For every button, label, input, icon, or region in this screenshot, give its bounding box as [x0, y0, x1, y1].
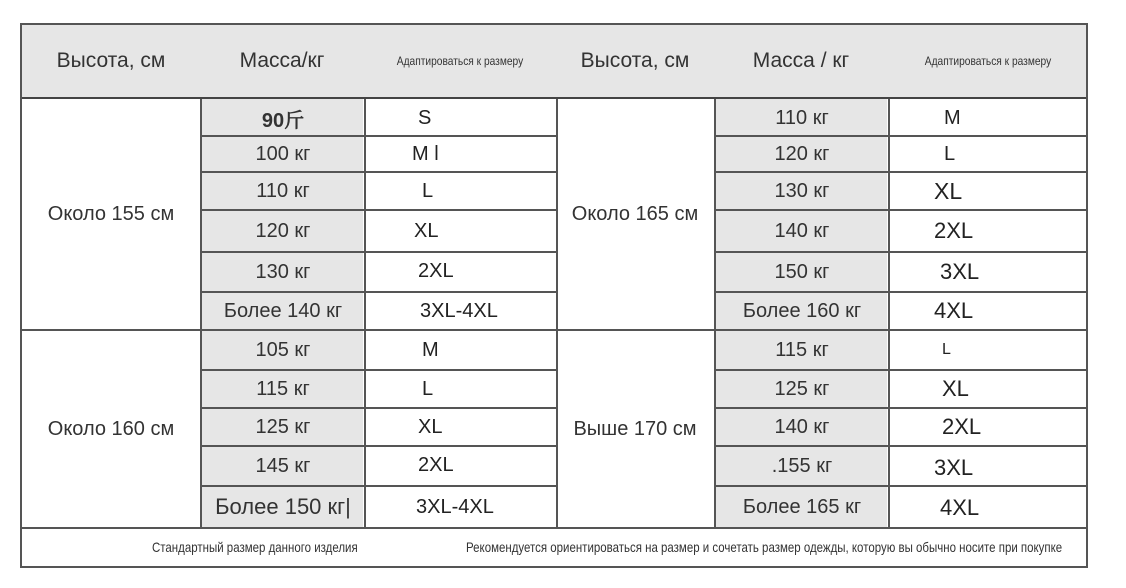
group-label-155: Около 155 см [47, 202, 175, 225]
table-row-mass: 125 кг [774, 377, 830, 400]
table-row-size: 3XL-4XL [420, 299, 498, 322]
table-row-mass: .155 кг [771, 454, 833, 477]
header-mass-right: Масса / кг [752, 49, 850, 72]
table-row-mass: 105 кг [255, 338, 311, 361]
table-row-mass: 145 кг [255, 454, 311, 477]
table-row-mass: 120 кг [255, 219, 311, 242]
group-label-160: Около 160 см [47, 417, 175, 440]
table-row-mass: Более 150 кг| [215, 494, 351, 519]
table-row-mass: Более 165 кг [742, 495, 862, 518]
table-row-size: L [942, 341, 951, 358]
table-row-size: 3XL [940, 259, 980, 284]
table-row-mass: 110 кг [775, 106, 829, 129]
table-row-mass: 110 кг [256, 179, 310, 202]
header-height-left: Высота, см [56, 49, 166, 72]
table-row-mass: 125 кг [255, 415, 311, 438]
header-height-right: Высота, см [580, 49, 690, 72]
table-row-size: XL [934, 177, 963, 204]
footer-note-left: Стандартный размер данного изделия [152, 539, 358, 555]
table-row-size: 3XL-4XL [416, 495, 494, 518]
table-row-mass: 130 кг [774, 179, 830, 202]
table-row-mass: 90斤 [261, 109, 305, 132]
group-label-165: Около 165 см [571, 202, 699, 225]
divider [364, 99, 366, 529]
table-row-mass: 150 кг [774, 260, 830, 283]
table-row-size: 2XL [942, 414, 982, 439]
table-row-size: 2XL [418, 453, 454, 476]
table-row-size: S [418, 106, 432, 129]
header-fit-left: Адаптироваться к размеру [396, 54, 524, 68]
table-row-size: M [422, 338, 439, 361]
table-row-size: L [422, 179, 434, 202]
table-row-size: 3XL [934, 455, 974, 480]
table-row-mass: 100 кг [255, 142, 311, 165]
table-row-mass: Более 140 кг [223, 299, 343, 322]
table-row-mass: 130 кг [255, 260, 311, 283]
table-header [22, 25, 1086, 99]
table-row-size: XL [418, 415, 443, 438]
table-row-size: XL [942, 376, 969, 401]
divider [888, 99, 890, 529]
table-row-mass: 140 кг [774, 415, 830, 438]
table-row-mass: 115 кг [256, 377, 310, 400]
table-row-size: M l [412, 142, 439, 165]
group-label-170: Выше 170 см [573, 417, 697, 440]
size-chart-table [20, 23, 1088, 568]
table-row-mass: 120 кг [774, 142, 830, 165]
header-mass-left: Масса/кг [239, 49, 325, 72]
table-row-mass: 140 кг [774, 219, 830, 242]
table-row-size: XL [414, 219, 439, 242]
table-row-size: 4XL [934, 298, 974, 323]
table-row-size: M [944, 106, 961, 129]
table-row-size: L [422, 377, 434, 400]
footer-note-right: Рекомендуется ориентироваться на размер и сочетать размер одежды, которую вы обычно носите при покупке [466, 539, 1063, 555]
table-row-size: 2XL [934, 218, 974, 243]
header-fit-right: Адаптироваться к размеру [924, 54, 1052, 68]
table-row-mass: 115 кг [775, 338, 829, 361]
table-row-size: L [944, 142, 956, 165]
table-row-mass: Более 160 кг [742, 299, 862, 322]
table-row-size: 4XL [940, 495, 980, 520]
table-row-size: 2XL [418, 259, 454, 282]
